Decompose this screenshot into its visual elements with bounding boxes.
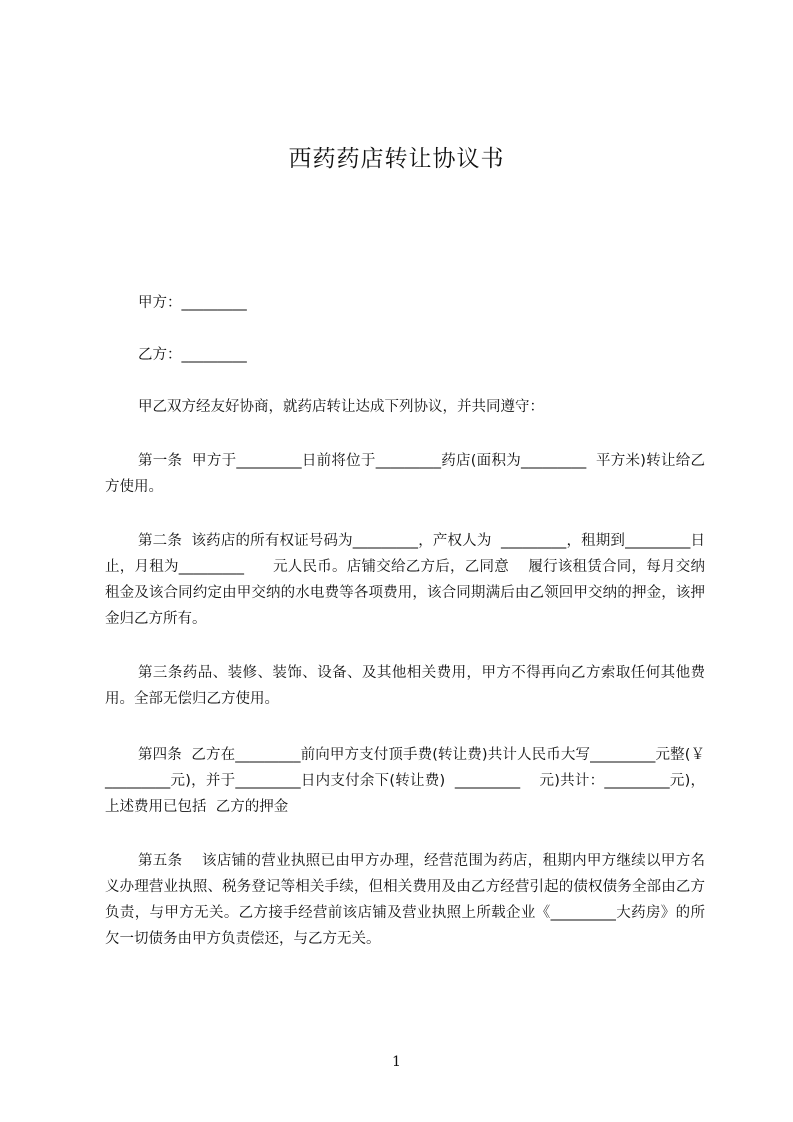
- party-b-line: 乙方：_________: [138, 347, 247, 363]
- party-a-line: 甲方：_________: [138, 295, 247, 311]
- article-2: 第二条 该药店的所有权证号码为_________，产权人为 _________，租期到_________日止，月租为_________ 元人民币。店铺交给乙方后，乙同意 履行该租赁合同，每月交纳租金及该合同约定由甲交纳的水电费等各项费用，该合同期满后由乙领回甲交纳的押金，该押金归乙方所有。: [105, 533, 705, 627]
- intro-paragraph: 甲乙双方经友好协商，就药店转让达成下列协议，并共同遵守：: [138, 399, 544, 415]
- article-1: 第一条 甲方于_________日前将位于_________药店(面积为_________ 平方米)转让给乙方使用。: [105, 453, 705, 495]
- page-number: 1: [392, 1054, 401, 1070]
- article-5: 第五条 该店铺的营业执照已由甲方办理，经营范围为药店，租期内甲方继续以甲方名义办理营业执照、税务登记等相关手续，但相关费用及由乙方经营引起的债权债务全部由乙方负责，与甲方无关。乙方接手经营前该店铺及营业执照上所载企业《_________大药房》的所欠一切债务由甲方负责偿还，与乙方无关。: [105, 853, 705, 947]
- document-title: 西药药店转让协议书: [288, 146, 505, 172]
- article-4: 第四条 乙方在_________前向甲方支付顶手费(转让费)共计人民币大写_________元整(￥ _________元)，并于_________日内支付余下(转让费) _________ 元)共计：_________元)，上述费用已包括 乙方的押金: [105, 747, 724, 815]
- article-3: 第三条药品、装修、装饰、设备、及其他相关费用，甲方不得再向乙方索取任何其他费用。全部无偿归乙方使用。: [105, 665, 705, 707]
